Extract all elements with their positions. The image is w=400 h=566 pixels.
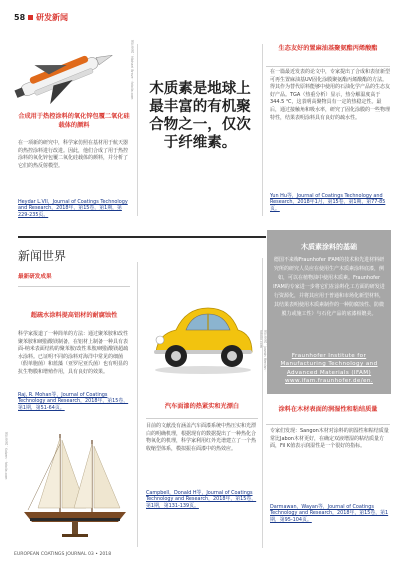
article-citation[interactable] — [270, 504, 390, 523]
info-box-title: 木质素涂料的基础 — [301, 243, 357, 251]
space-shuttle-image — [12, 38, 130, 108]
article-title: 涂料在木材表面的润湿性和粘结质量 — [278, 406, 378, 413]
column-divider — [137, 262, 138, 547]
divider — [18, 286, 130, 287]
article-citation[interactable] — [18, 392, 132, 411]
article-title: 生态友好的置麻油基聚氨酯丙烯酸酯 — [278, 45, 378, 52]
article-body: 目前的文献没有涵盖汽车面漆系统中热压实和光漂白的明确机理，根据现有的数据提出了一种热化合物氧化的机理，科学家利用红外光谱建立了一个热收缩型体系，模拟振在面漆中的热效应。 — [146, 423, 257, 452]
image-credit: 图片来源：Jasmin Merdan · fotolia.com — [259, 330, 267, 372]
article-body: 在一项新的研究中，科学家仿照在基材用于航天器的热控涂料进行改进。因此，他们合成了用于热控涂料的氧化锌包覆二氧化硅载体的颜料，并分析了它们的热反射模型。 — [18, 140, 129, 169]
sailing-ship-image — [18, 430, 132, 542]
article-body: 在一篇最近发表的论文中，专家提出了合成和表征新型可再生置麻油基UV固化涂膜聚氨酯丙烯酸酯的方法。得其作为替代原料能够中使用的石油化学产品的生态友好产品。TGA（热重分析）显示，热分解温度高于344.5 ℃，这表明高聚物具有一定的热稳定性。最后，通过接触角和吸水率，研究了固化涂膜的一些物理特性，结果表明涂料具有良好的疏水性。 — [270, 69, 391, 121]
image-credit: 图片来源：Michael Brave · fotolia.com — [130, 40, 134, 100]
divider — [146, 418, 258, 419]
section-title: 新闻世界 — [18, 249, 67, 263]
pull-quote: 木质素是地球上最丰富的有机聚合物之一，仅次于纤维素。 — [149, 81, 251, 151]
page-number: 58 — [14, 13, 26, 22]
article-body: 专家们发现：Sangon木材对涂料的润湿性和粘结质量常比Jabon木材更好，在确定双液增湿的粘结质量方面，Fil K值表示润湿性是一个很好的指标。 — [270, 428, 389, 450]
citation-text[interactable]: Darmawan，Wayan等，Journal of Coatings Technology and Research，2018年，第15卷，第1期，第95-104页。 — [270, 504, 389, 523]
column-divider — [137, 44, 138, 216]
info-box-link[interactable]: Fraunhofer Institute for Manufacturing Technology and Advanced Materials (IFAM) www.ifam.fraunhofer.de/en. — [280, 353, 378, 385]
header-marker — [28, 15, 33, 20]
info-box-body: 德国不来梅Fraunhofer IFAM的技术和先进材料研究所的研究人员应在使用生产木质素涂料底漆，例如，可以在植物油中使用木质素。Fraunhofer IFAM的专家进一步将它们在涂料化工方面的研发进行资源化，并将其应用于普通和市场化新型材料，其结果表明使用木质素制作的一种防腐蚀性、防微膜力或施工性）与石化产品的底漆相媲美。 — [273, 257, 385, 317]
citation-text[interactable]: Heydar L.VII，Journal of Coatings Technology and Research，2018年，第15卷，第1期，第229-235页。 — [18, 199, 128, 218]
article-title: 合成用于热控涂料的氧化锌包覆二氧化硅载体的颜料 — [18, 113, 130, 129]
article-citation[interactable] — [18, 199, 130, 218]
section-header: 研发新闻 — [36, 13, 68, 22]
section-rule — [18, 236, 266, 238]
divider — [266, 66, 390, 67]
vintage-car-image — [148, 290, 258, 380]
image-credit: 图片来源：Kaizen · fotolia.com — [4, 432, 8, 480]
divider — [266, 424, 390, 425]
article-body: 科学家报道了一种简单的方法：通过聚苯胺和改性聚苯胺和硬脂酸镁制备，在铝材上制备一种具有表面-纳米表面结构的聚苯胺/改性苯胺/硬脂酸镁超疏水涂料。已证明不同的涂料对海洋中常见的细菌（假单胞菌）和蓝藻（亚罗尼亚氏菌）也有明显的抗生物膜和增殖作用，具有良好的效果。 — [18, 331, 129, 375]
article-citation[interactable] — [270, 193, 390, 212]
column-divider — [262, 44, 263, 216]
citation-text[interactable]: Raj, R. Mohan等，Journal of Coatings Technology and Research，2018年，第15卷，第1期，第51-64页。 — [18, 392, 129, 411]
citation-text[interactable]: Campbell，Donald H等，Journal of Coatings Technology and Research，2018年，第15卷，第1期，第131-139页。 — [146, 490, 257, 509]
article-title: 超疏水涂料提高铝材的耐腐蚀性 — [30, 312, 118, 319]
article-citation[interactable] — [146, 490, 260, 509]
section-subtitle: 最新研发成果 — [18, 274, 52, 280]
page-footer: EUROPEAN COATINGS JOURNAL 03 • 2018 — [14, 552, 112, 557]
article-title: 汽车面漆的热紧实和光漂白 — [164, 403, 240, 410]
column-divider — [262, 258, 263, 548]
citation-text[interactable]: Yun Hu等，Journal of Coatings Technology and Research，2018年1月，第15卷，第1期，第77-85页。 — [270, 193, 386, 212]
